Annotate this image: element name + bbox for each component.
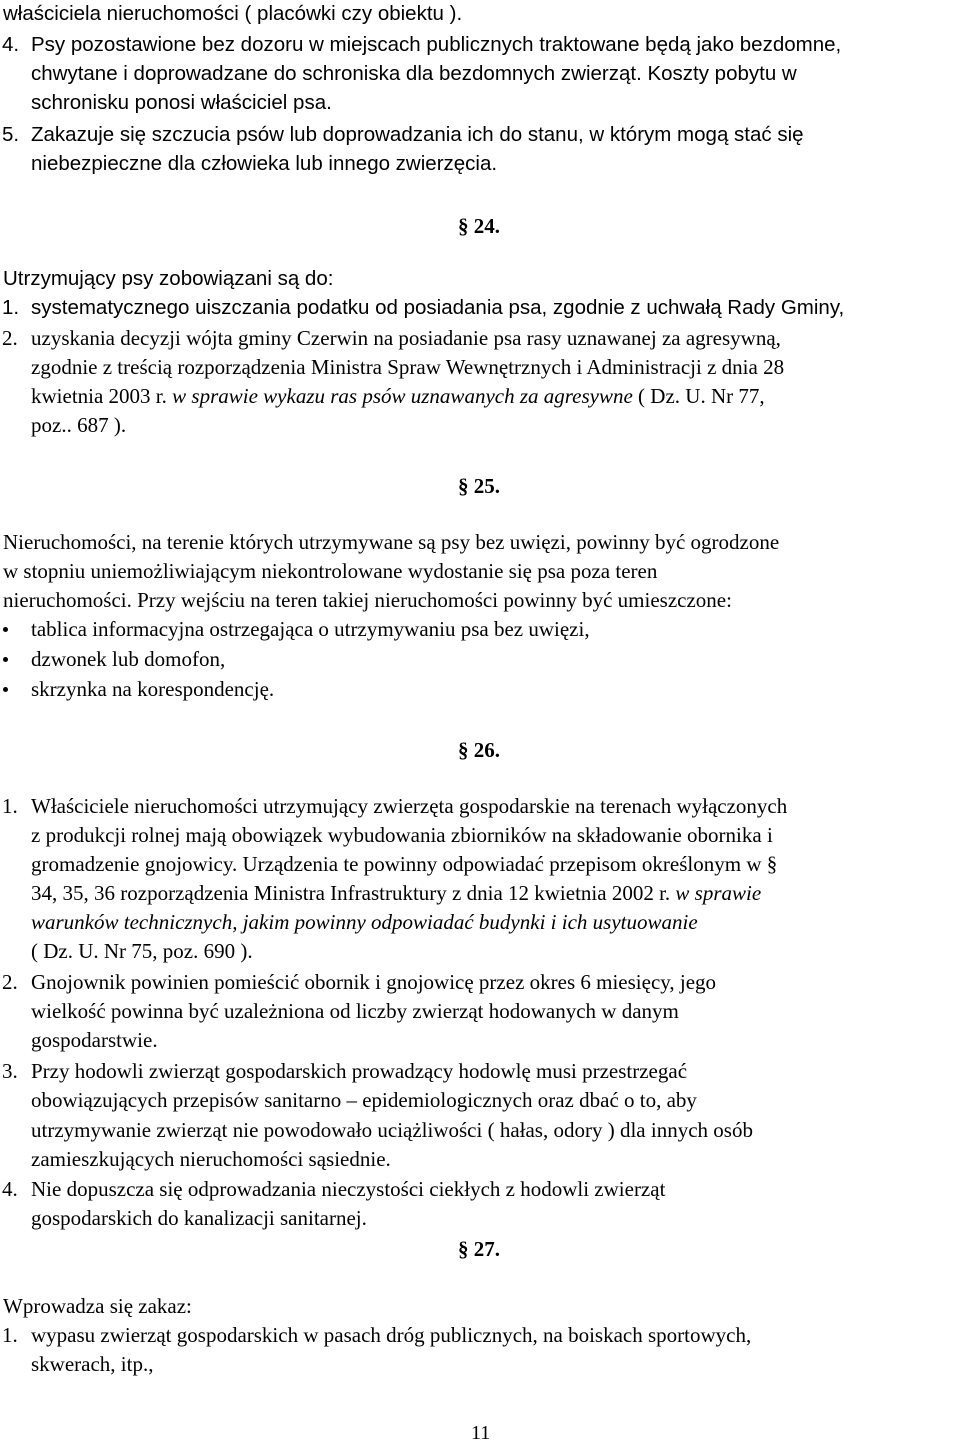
list-text-cont: skwerach, itp., xyxy=(31,1352,154,1376)
section-heading-25: § 25. xyxy=(458,474,500,498)
list-text: Przy hodowli zwierząt gospodarskich prowadzący hodowlę musi przestrzegać xyxy=(31,1059,688,1083)
bullet-text: dzwonek lub domofon, xyxy=(31,647,226,671)
list-number: 2. xyxy=(2,970,18,994)
text-plain: ( Dz. U. Nr 77, xyxy=(638,384,765,408)
list-text-cont: utrzymywanie zwierząt nie powodowało uciążliwości ( hałas, odory ) dla innych osób xyxy=(31,1118,753,1142)
paragraph-line: Nieruchomości, na terenie których utrzymywane są psy bez uwięzi, powinny być ogrodzone xyxy=(3,530,780,554)
list-number: 4. xyxy=(2,33,20,56)
list-number: 1. xyxy=(2,794,18,818)
list-text: Nie dopuszcza się odprowadzania nieczystości ciekłych z hodowli zwierząt xyxy=(31,1177,666,1201)
bullet-icon xyxy=(3,627,8,632)
paragraph-line: właściciela nieruchomości ( placówki czy obiektu ). xyxy=(3,2,463,25)
list-text-cont: zgodnie z treścią rozporządzenia Ministra Spraw Wewnętrznych i Administracji z dnia 28 xyxy=(31,355,785,379)
list-text-cont xyxy=(31,908,698,936)
text-plain: kwietnia 2003 r. xyxy=(31,384,167,408)
list-text-cont: z produkcji rolnej mają obowiązek wybudowania zbiorników na składowanie obornika i xyxy=(31,823,773,847)
list-text-cont: gromadzenie gnojowicy. Urządzenia te powinny odpowiadać przepisom określonym w § xyxy=(31,852,778,876)
list-text: systematycznego uiszczania podatku od posiadania psa, zgodnie z uchwałą Rady Gminy, xyxy=(31,296,845,319)
list-text: uzyskania decyzji wójta gminy Czerwin na posiadanie psa rasy uznawanej za agresywną, xyxy=(31,326,781,350)
text-italic-title: w sprawie xyxy=(675,881,762,905)
list-text-cont: wielkość powinna być uzależniona od liczby zwierząt hodowanych w danym xyxy=(31,999,679,1023)
section-heading-27: § 27. xyxy=(458,1237,500,1261)
list-text-cont: chwytane i doprowadzane do schroniska dla bezdomnych zwierząt. Koszty pobytu w xyxy=(31,62,797,85)
list-text-cont: niebezpieczne dla człowieka lub innego zwierzęcia. xyxy=(31,152,498,175)
text-italic-title: warunków technicznych, jakim powinny odpowiadać budynki i ich usytuowanie xyxy=(31,910,698,934)
list-text: Psy pozostawione bez dozoru w miejscach publicznych traktowane będą jako bezdomne, xyxy=(31,33,842,56)
section-intro: Utrzymujący psy zobowiązani są do: xyxy=(3,267,334,290)
list-text-cont: obowiązujących przepisów sanitarno – epidemiologicznych oraz dbać o to, aby xyxy=(31,1088,697,1112)
list-text-cont: gospodarskich do kanalizacji sanitarnej. xyxy=(31,1206,367,1230)
bullet-text: tablica informacyjna ostrzegająca o utrzymywaniu psa bez uwięzi, xyxy=(31,617,590,641)
list-text-cont: gospodarstwie. xyxy=(31,1028,158,1052)
list-text: Właściciele nieruchomości utrzymujący zwierzęta gospodarskie na terenach wyłączonych xyxy=(31,794,788,818)
paragraph-line: nieruchomości. Przy wejściu na teren takiej nieruchomości powinny być umieszczone: xyxy=(3,588,732,612)
text-italic-title: w sprawie wykazu ras psów uznawanych za agresywne xyxy=(172,384,633,408)
bullet-text: skrzynka na korespondencję. xyxy=(31,677,275,701)
section-heading-26: § 26. xyxy=(458,738,500,762)
list-number: 4. xyxy=(2,1177,18,1201)
paragraph-line: w stopniu uniemożliwiającym niekontrolowane wydostanie się psa poza teren xyxy=(3,559,658,583)
list-text-cont xyxy=(31,382,765,410)
page-number: 11 xyxy=(471,1422,491,1444)
list-text-cont xyxy=(31,879,761,907)
list-text-cont: zamieszkujących nieruchomości sąsiednie. xyxy=(31,1147,391,1171)
list-text-cont: schronisku ponosi właściciel psa. xyxy=(31,91,332,114)
text-plain: 34, 35, 36 rozporządzenia Ministra Infrastruktury z dnia 12 kwietnia 2002 r. xyxy=(31,881,671,905)
bullet-icon xyxy=(3,657,8,662)
list-text-cont: poz.. 687 ). xyxy=(31,413,127,437)
section-intro: Wprowadza się zakaz: xyxy=(3,1294,192,1318)
list-text: wypasu zwierząt gospodarskich w pasach dróg publicznych, na boiskach sportowych, xyxy=(31,1323,752,1347)
list-number: 5. xyxy=(2,123,20,146)
list-text: Zakazuje się szczucia psów lub doprowadzania ich do stanu, w którym mogą stać się xyxy=(31,123,804,146)
list-number: 2. xyxy=(2,326,18,350)
list-number: 3. xyxy=(2,1059,18,1083)
list-number: 1. xyxy=(2,1323,18,1347)
list-text: Gnojownik powinien pomieścić obornik i gnojowicę przez okres 6 miesięcy, jego xyxy=(31,970,717,994)
list-number: 1. xyxy=(2,296,20,319)
section-heading-24: § 24. xyxy=(458,214,500,238)
list-text-cont: ( Dz. U. Nr 75, poz. 690 ). xyxy=(31,939,253,963)
bullet-icon xyxy=(3,687,8,692)
